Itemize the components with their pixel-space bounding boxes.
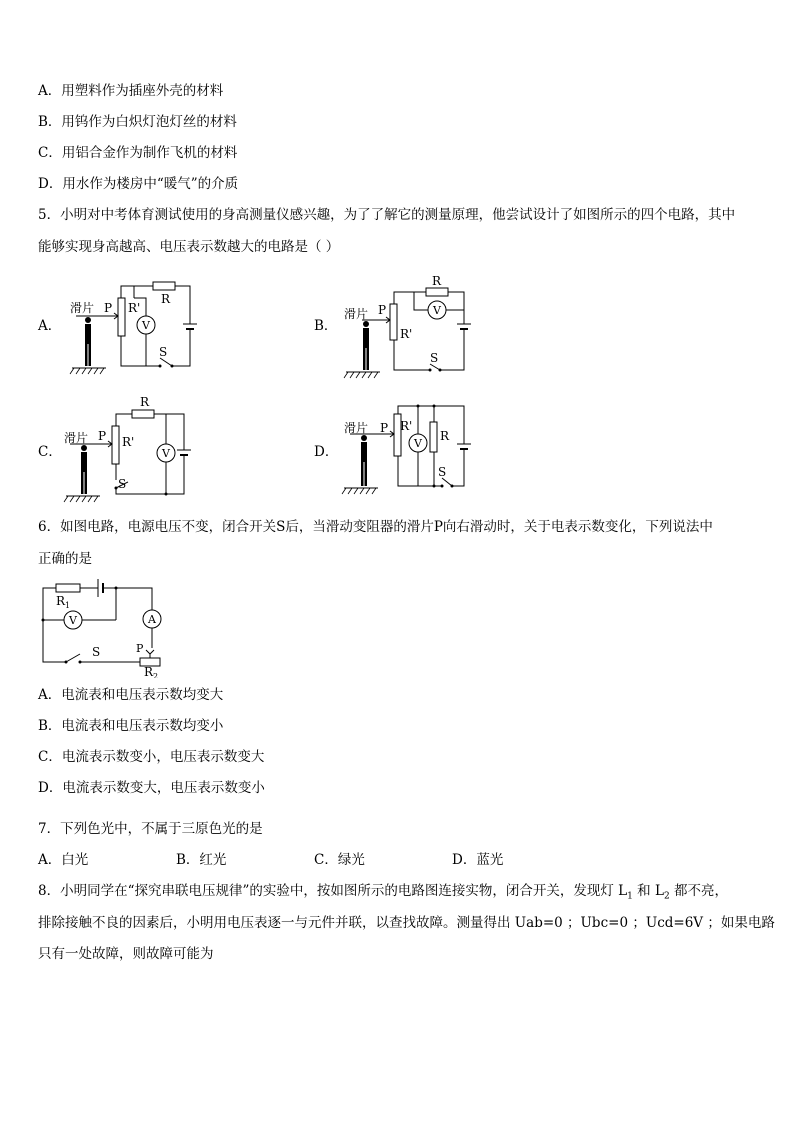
r-label: R xyxy=(440,429,450,443)
p-label: P xyxy=(98,429,107,443)
switch-label: S xyxy=(438,465,447,479)
p-label: P xyxy=(380,421,389,435)
q6-option-d: D．电流表示数变大，电压表示数变小 xyxy=(38,780,265,796)
r-label: R xyxy=(161,292,171,306)
q8-line2: 排除接触不良的因素后，小明用电压表逐一与元件并联，以查找故障。测量得出 Uab=0 ；Ubc=0 ；Ucd=6V ；如果电路 xyxy=(38,915,775,931)
q6-stem-line2: 正确的是 xyxy=(38,551,92,567)
q6-option-c: C．电流表示数变小，电压表示数变大 xyxy=(38,749,265,765)
r-prime-label: R' xyxy=(122,435,135,449)
slider-label: 滑片 xyxy=(344,307,369,321)
q7-option-b: B．红光 xyxy=(176,852,227,868)
q4-option-a: A．用塑料作为插座外壳的材料 xyxy=(38,83,224,99)
r2-label: $R_2$ xyxy=(144,665,159,678)
slider-label: 滑片 xyxy=(344,421,369,435)
r1-label: $R_1$ xyxy=(56,594,71,610)
r-label: R xyxy=(140,396,150,409)
r-prime-label: R' xyxy=(400,327,413,341)
r-label: R xyxy=(432,274,442,288)
q5-circuit-d xyxy=(340,402,480,496)
p-label: P xyxy=(378,303,387,317)
q5-circuit-a xyxy=(66,278,216,380)
slider-label: 滑片 xyxy=(64,431,89,445)
q5-option-d-label: D． xyxy=(314,444,339,460)
p-label: P xyxy=(136,642,144,655)
r-prime-label: R' xyxy=(128,301,141,315)
q6-stem-line1: 6．如图电路，电源电压不变，闭合开关S后，当滑动变阻器的滑片P向右滑动时，关于电表示数变化，下列说法中 xyxy=(38,519,713,535)
voltmeter-label: V xyxy=(433,304,441,317)
q4-option-c: C．用铝合金作为制作飞机的材料 xyxy=(38,145,238,161)
voltmeter-label: V xyxy=(162,447,170,460)
q5-circuit-b xyxy=(342,274,482,380)
slider-label: 滑片 xyxy=(70,301,95,315)
q4-option-d: D．用水作为楼房中“暖气”的介质 xyxy=(38,176,239,192)
q5-stem-line2: 能够实现身高越高、电压表示数越大的电路是（ ） xyxy=(38,239,340,255)
switch-label: S xyxy=(92,645,101,659)
ammeter-label: A xyxy=(148,613,156,626)
q7-option-c: C．绿光 xyxy=(314,852,365,868)
switch-label: S xyxy=(159,345,168,359)
q7-option-a: A．白光 xyxy=(38,852,89,868)
q6-option-b: B．电流表和电压表示数均变小 xyxy=(38,718,224,734)
q7-stem: 7．下列色光中，不属于三原色光的是 xyxy=(38,821,263,837)
q5-option-a-label: A． xyxy=(38,318,62,334)
q5-option-c-label: C． xyxy=(38,444,62,460)
q5-stem-line1: 5．小明对中考体育测试使用的身高测量仪感兴趣，为了了解它的测量原理，他尝试设计了如图所示的四个电路，其中 xyxy=(38,207,736,223)
switch-label: S xyxy=(118,477,127,491)
voltmeter-label: V xyxy=(142,319,150,332)
q6-option-a: A．电流表和电压表示数均变大 xyxy=(38,687,224,703)
voltmeter-label: V xyxy=(414,437,422,450)
q6-circuit xyxy=(36,574,172,678)
p-label: P xyxy=(104,301,113,315)
q7-option-d: D．蓝光 xyxy=(452,852,504,868)
switch-label: S xyxy=(430,351,439,365)
q4-option-b: B．用钨作为白炽灯泡灯丝的材料 xyxy=(38,114,237,130)
q8-line1: 8．小明同学在“探究串联电压规律”的实验中，按如图所示的电路图连接实物，闭合开关，发现灯 $L_1$ 和 $L_2$ 都不亮， xyxy=(38,883,728,902)
r-prime-label: R' xyxy=(400,419,413,433)
voltmeter-label: V xyxy=(69,614,77,627)
q8-line3: 只有一处故障，则故障可能为 xyxy=(38,946,214,962)
q5-circuit-c xyxy=(62,396,202,504)
q5-option-b-label: B． xyxy=(314,318,338,334)
